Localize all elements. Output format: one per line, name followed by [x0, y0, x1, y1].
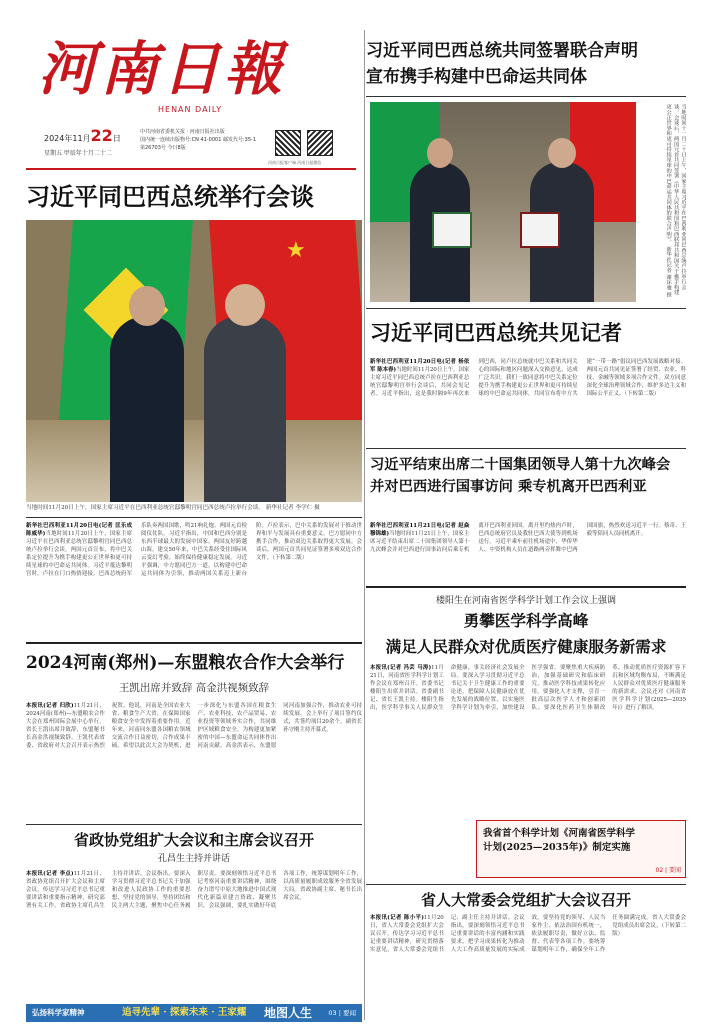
depart-headline: [370, 454, 686, 498]
divider: [366, 308, 686, 309]
health-article-body: [370, 664, 686, 814]
publisher-line: 第26703号 今日8版: [140, 145, 186, 151]
article-text: 11月21日，河南省医学科学计划工作会议在郑州召开。省委书记楼阳生出席并讲话。省委副书记、省长王凯主持。楼阳生指出，医学科学事关人民群众生命健康，事关经济社会发展全局。要深入学习贯彻习近平总书记关于卫生健康工作的重要论述，把保障人民健康放在优先发展的战略位置，以实施医学科学计划为牵引，加快建设医学强省。要聚焦重大疾病防治，加强基础研究和临床研究，推动医学科技成果转化应用。要强化人才支撑，引育一批高层次医学人才和创新团队。要深化医药卫生体制改革，推动优质医疗资源扩容下沉和区域均衡布局，不断满足人民群众对优质医疗健康服务的新需求。会议还对《河南省医学科学计划(2025—2035年)》进行了解读。: [370, 665, 686, 711]
document-left: [432, 212, 472, 248]
divider: [26, 642, 362, 644]
box-line: 我省首个科学计划《河南省医学科学: [483, 828, 636, 839]
standing-article-body: [370, 914, 686, 1006]
party-article-body: [26, 870, 362, 1000]
article-text: 11月21日，2024河南(郑州)—东盟粮农合作大会在郑州国际会展中心举行。省长王凯出席并致辞，东盟秘书长高金洪视频致辞。王凯代表省委、省政府对大会召开表示热烈祝贺。他说，河南是全国农业大省、粮食生产大省，在保障国家粮食安全中发挥着重要作用。近年来，河南同东盟各国粮农领域交流合作日益密切，合作成果丰硕。希望以此次大会为契机，进一步深化与东盟各国在粮食生产、农业科技、农产品贸易、农业投资等领域务实合作，共同维护区域粮食安全，为构建更加紧密的中国—东盟命运共同体作出河南贡献。高金洪表示，东盟愿同河南加强合作，推动农业可持续发展。会上举行了项目签约仪式，共签约项目20余个。副省长孙守刚主持开幕式。: [26, 703, 362, 749]
article-text: 11月20日，省人大常委会党组扩大会议召开，传达学习习近平总书记重要讲话精神，研究贯彻落实意见。省人大常委会党组书记、副主任主持并讲话。会议指出，要深刻领悟习近平总书记重要讲话的丰富内涵和实践要求，把学习成果转化为推动人大工作高质量发展的实际成效。要坚持党的领导、人民当家作主、依法治国有机统一，依法履职尽责，做好立法、监督、代表等各项工作。要统筹谋划明年工作，确保全年工作任务圆满完成。省人大常委会党组成员出席会议。（下转第二版）: [370, 915, 686, 953]
column-rule: [364, 30, 365, 1020]
figure-left-big-head: [129, 286, 165, 326]
press-headline: 习近平同巴西总统共见记者: [370, 320, 622, 345]
figure-left-head: [427, 138, 453, 168]
divider: [366, 448, 686, 449]
article-lead: 新华社巴西利亚11月20日电(记者 匡乐成 陈威华): [26, 523, 132, 537]
top-right-headline: [366, 38, 686, 90]
footer-tag: 弘扬科学家精神: [32, 1008, 85, 1017]
science-plan-box[interactable]: [476, 820, 686, 878]
party-headline: 省政协党组扩大会议和主席会议召开: [73, 831, 314, 849]
issue-date: 2024年11月22日: [44, 126, 121, 145]
publisher-info: [140, 128, 280, 152]
document-right: [520, 212, 560, 248]
article-lead: 新华社巴西利亚11月21日电(记者 赵焱 穆锦雄): [370, 523, 470, 537]
publisher-line: 中共河南省委机关报 · 河南日报社出版: [140, 129, 225, 135]
figure-left-big: [110, 316, 184, 502]
headline-line: 习近平同巴西总统共同签署联合声明: [366, 41, 638, 61]
issue-weekday: 星期五 甲辰年十月二十二: [44, 150, 112, 157]
figure-right-head: [548, 138, 576, 168]
divider: [26, 517, 362, 518]
party-subhead: 孔昌生主持并讲话: [157, 854, 230, 864]
masthead: [0, 0, 360, 180]
headline-line: 满足人民群众对优质医疗健康服务新需求: [385, 637, 667, 656]
forum-article-body: [26, 702, 362, 820]
article-text: 11月21日，省政协党组召开扩大会议和主席会议，传达学习习近平总书记重要讲话和重要指示精神，研究部署有关工作。省政协主席孔昌生主持并讲话。会议指出，要深入学习贯彻习近平总书记关于加强和改进人民政协工作的重要思想，坚持党的领导，坚持团结和民主两大主题，聚焦中心任务履职尽责。要深刻领悟习近平总书记考察河南重要讲话精神，围绕奋力谱写中原大地推进中国式现代化新篇章建言资政、凝聚共识。会议强调，要扎实做好年底各项工作，统筹谋划明年工作，以高质量履职成效服务全省发展大局。省政协副主席、秘书长出席会议。: [26, 871, 362, 909]
article-text: 当地时间11月20日上午，国家主席习近平同巴西总统卢拉在巴西利亚总统官邸黎明宫举行会谈后，共同会见记者。习近平指出，这是我时隔9年再次来到巴西，同卢拉总统就中巴关系和共同关心的国际和地区问题深入交换意见，达成广泛共识。我们一致同意将中巴关系定位提升为携手构建更公正世界和更可持续星球的中巴命运共同体，共同宣布将中方共建“一带一路”倡议同巴西发展战略对接。两国元首共同见证签署了经贸、农业、科技、金融等领域多项合作文件。双方同意深化全球治理领域合作，维护多边主义和国际公平正义。（下转第二版）: [370, 359, 686, 397]
photo-side-caption: 当地时间十一月二十日上午，国家主席习近平在巴西利亚同巴西总统卢拉举行会谈。会谈后，两国元首共同签署《中华人民共和国和巴西联邦共和国关于携手构建更公正世界和更可持续星球的中巴命运共同体的联合声明》。 新华社记者 谢环驰 摄: [665, 104, 686, 298]
divider: [366, 96, 686, 97]
divider: [26, 824, 362, 825]
health-kicker: 楼阳生在河南省医学科学计划工作会议上强调: [435, 596, 616, 606]
press-article-body: [370, 358, 686, 442]
divider: [366, 586, 686, 588]
box-line: 计划(2025—2035年)》制定实施: [483, 842, 631, 853]
article-lead: 本报讯(记者 归欣): [26, 703, 74, 709]
footer-page-ref[interactable]: 03 | 要闻: [328, 1009, 356, 1017]
science-plan-title: [483, 827, 681, 855]
meeting-photo-caption: 当地时间11月20日上午，国家主席习近平在巴西利亚总统官邸黎明宫同巴西总统卢拉举行会谈。 新华社记者 李学仁 摄: [26, 505, 320, 511]
article-lead: 新华社巴西利亚11月20日电(记者 杨依军 陈本春): [370, 359, 470, 373]
masthead-logo: 河南日報: [38, 35, 287, 103]
qr-code[interactable]: [275, 130, 301, 156]
signing-photo: [370, 102, 636, 302]
meeting-photo: [26, 220, 362, 502]
footer-slogan: 追寻先辈 · 探索未来 · 王家耀: [122, 1007, 247, 1018]
publisher-line: 国内统一连续出版物号:CN 41-0001 邮发代号:35-1: [140, 137, 257, 143]
article-lead: 本报讯(记者 李点): [26, 871, 74, 877]
headline-line: 宣布携手构建中巴命运共同体: [366, 67, 587, 87]
masthead-pinyin: HENAN DAILY: [158, 105, 223, 114]
science-plan-page-ref[interactable]: 02 | 要闻: [655, 867, 681, 874]
article-lead: 本报讯(记者 冯芸 马涛): [370, 665, 432, 671]
qr-caption: 河南日报客户端 河南日报微信: [268, 160, 322, 165]
headline-line: 勇攀医学科学高峰: [463, 611, 589, 630]
figure-right-big-head: [225, 284, 265, 326]
headline-line: 并对巴西进行国事访问 乘专机离开巴西利亚: [370, 479, 647, 495]
health-headline: [366, 608, 686, 660]
figure-right-big: [204, 316, 286, 502]
masthead-divider: [26, 168, 356, 170]
headline-line: 习近平结束出席二十国集团领导人第十九次峰会: [370, 457, 671, 473]
footer-bar[interactable]: [26, 1004, 362, 1022]
qr-code[interactable]: [307, 130, 333, 156]
flag-china-star: ★: [286, 238, 306, 263]
depart-article-body: [370, 522, 686, 582]
article-lead: 本报讯(记者 陈小平): [370, 915, 424, 921]
main-headline: 习近平同巴西总统举行会谈: [26, 182, 314, 211]
meeting-article-body: [26, 522, 362, 640]
divider: [366, 884, 686, 885]
forum-subhead: 王凯出席并致辞 高金洪视频致辞: [118, 682, 270, 694]
footer-map-title: 地图人生: [264, 1006, 313, 1020]
standing-headline: 省人大常委会党组扩大会议召开: [420, 891, 631, 909]
forum-headline: 2024河南(郑州)—东盟粮农合作大会举行: [26, 653, 345, 673]
floor: [26, 420, 362, 502]
article-text: 当地时间11月21日上午，国家主席习近平结束出席二十国集团领导人第十九次峰会并对巴西进行国事访问后乘专机离开巴西利亚回国。离开里约热内卢时，巴西总统府官员及我驻巴西大使等到机场送行。习近平乘车前往机场途中，华侨华人、中资机构人员在道路两旁挥舞中巴两国国旗，热烈欢送习近平一行。蔡奇、王毅等陪同人员同机离开。: [370, 523, 686, 553]
article-text: 当地时间11月20日上午，国家主席习近平在巴西利亚总统官邸黎明宫同巴西总统卢拉举行会谈。两国元首宣布，将中巴关系定位提升为携手构建更公正世界和更可持续星球的中巴命运共同体。习近平抵达黎明宫时，卢拉在门口热情迎接。巴西总统府军乐队奏两国国歌，鸣21响礼炮。两国元首检阅仪仗队。习近平指出，中国和巴西分别是东西半球最大的发展中国家，两国友好跨越山海。建交50年来，中巴关系经受住国际风云变幻考验，始终保持健康稳定发展。习近平强调，中方愿同巴方一道，以构建中巴命运共同体为引领，推动两国关系迈上新台阶。卢拉表示，巴中关系的发展对于推动世界和平与发展具有重要意义。巴方愿同中方携手合作，推动双边关系取得更大发展。会谈后，两国元首共同见证签署多项双边合作文件。（下转第二版）: [26, 523, 362, 577]
